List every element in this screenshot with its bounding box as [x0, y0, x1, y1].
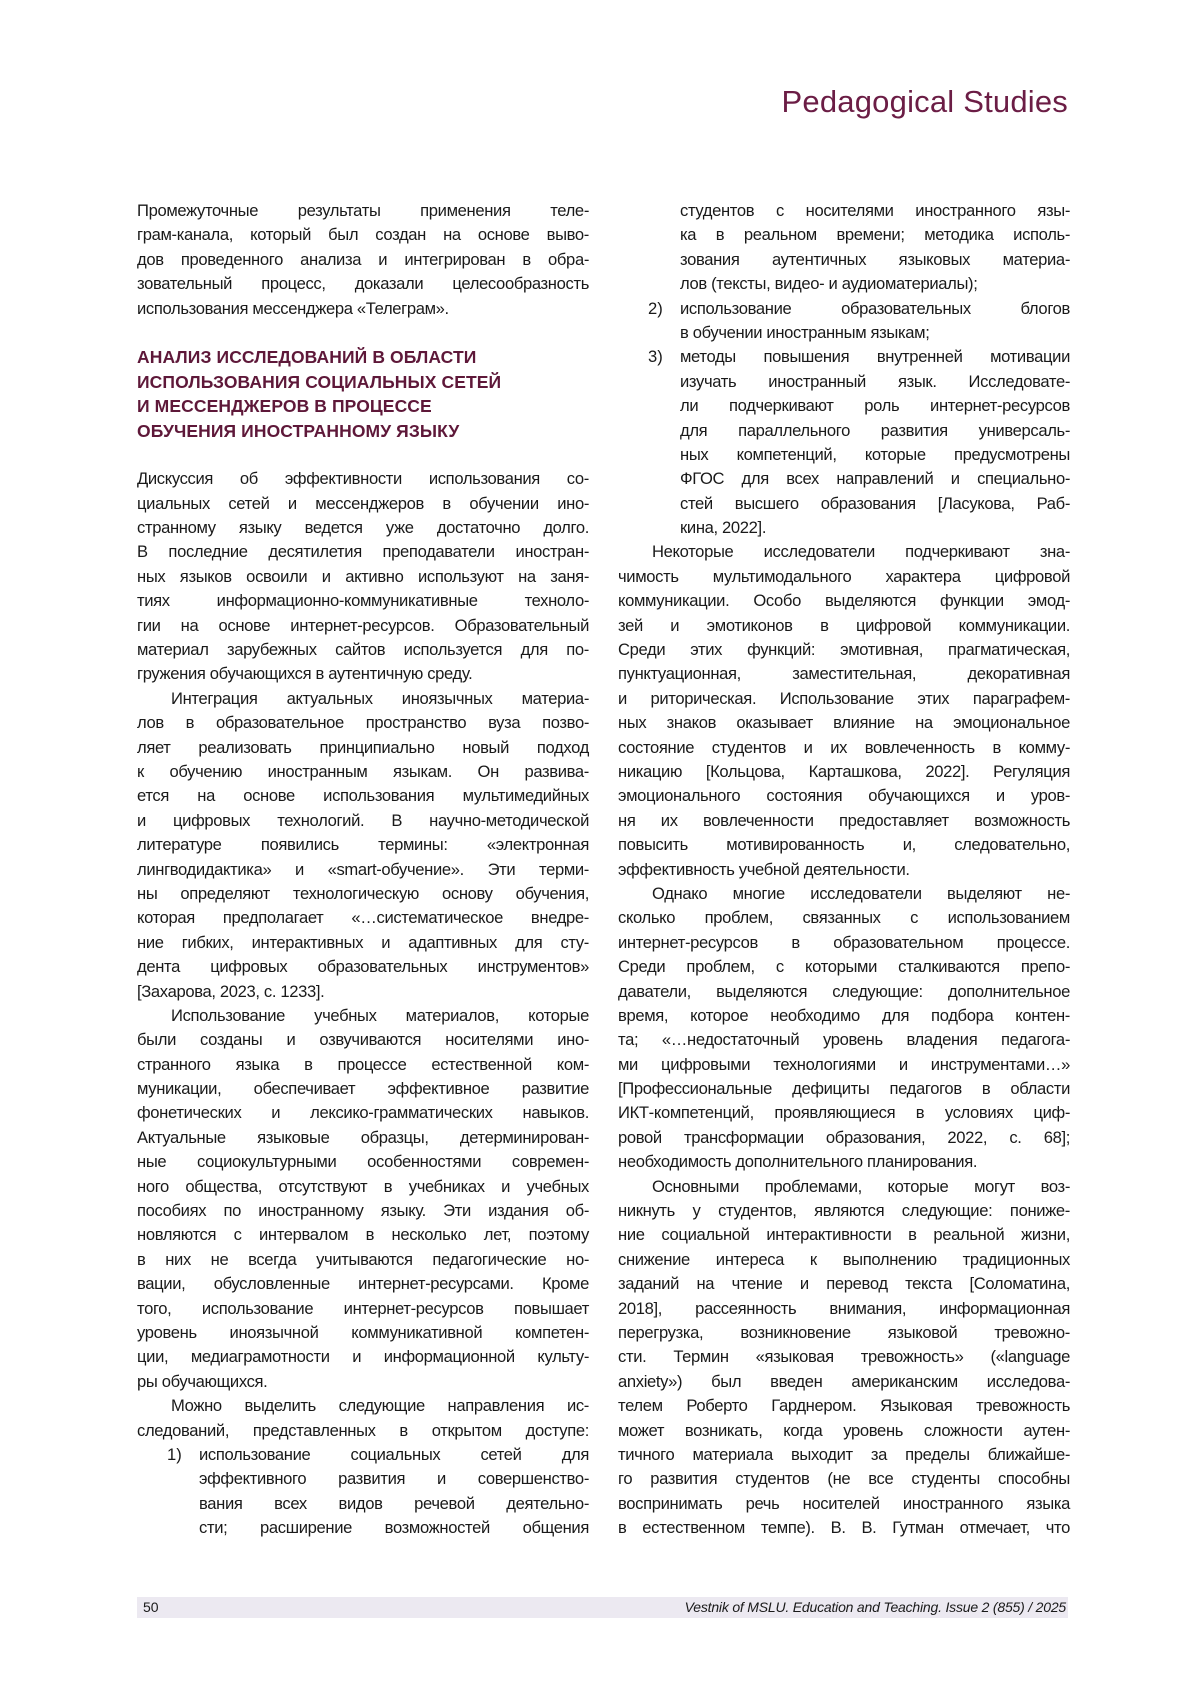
text-line: лов (тексты, видео- и аудиоматериалы);: [618, 272, 1070, 296]
paragraph: [618, 1175, 1070, 1541]
text-line: использование образовательных блогов: [618, 297, 1070, 321]
text-line: ции, медиаграмотности и информационной культу-: [137, 1345, 589, 1369]
text-line: новляются с интервалом в несколько лет, поэтому: [137, 1223, 589, 1247]
text-line: сти; расширение возможностей общения: [137, 1516, 589, 1540]
text-line: пособиях по иностранному языку. Эти издания об-: [137, 1199, 589, 1223]
section-heading: [137, 345, 589, 443]
page-footer: [137, 1597, 1068, 1618]
text-line: ня их вовлеченности предоставляет возможность: [618, 809, 1070, 833]
text-line: ны определяют технологическую основу обучения,: [137, 882, 589, 906]
text-line: го развития студентов (не все студенты способны: [618, 1467, 1070, 1491]
text-line: которая предполагает «…систематическое внедре-: [137, 906, 589, 930]
text-line: фонетических и лексико-грамматических навыков.: [137, 1101, 589, 1125]
text-line: ных знаков оказывает влияние на эмоциональное: [618, 711, 1070, 735]
text-line: ры обучающихся.: [137, 1370, 589, 1394]
text-line: ляет реализовать принципиально новый подход: [137, 736, 589, 760]
text-line: ется на основе использования мультимедийных: [137, 784, 589, 808]
text-line: никнуть у студентов, являются следующие: пониже-: [618, 1199, 1070, 1223]
text-line: Среди этих функций: эмотивная, прагматическая,: [618, 638, 1070, 662]
text-line: телем Роберто Гарднером. Языковая тревожность: [618, 1394, 1070, 1418]
running-head-section-title: Pedagogical Studies: [782, 84, 1068, 120]
list-number: 2): [648, 297, 663, 321]
text-line: следований, представленных в открытом доступе:: [137, 1419, 589, 1443]
text-line: состояние студентов и их вовлеченность в комму-: [618, 736, 1070, 760]
text-line: циальных сетей и мессенджеров в обучении ино-: [137, 492, 589, 516]
list-number: 3): [648, 345, 663, 369]
text-line: тиях информационно-коммуникативные техноло-: [137, 589, 589, 613]
text-line: В последние десятилетия преподаватели иностран-: [137, 540, 589, 564]
text-line: сти. Термин «языковая тревожность» («language: [618, 1345, 1070, 1369]
text-line: и цифровых технологий. В научно-методической: [137, 809, 589, 833]
text-line: зования аутентичных языковых материа-: [618, 248, 1070, 272]
text-line: изучать иностранный язык. Исследовате-: [618, 370, 1070, 394]
text-line: эффективность учебной деятельности.: [618, 858, 1070, 882]
text-line: ные социокультурными особенностями современ-: [137, 1150, 589, 1174]
text-line: необходимость дополнительного планирования.: [618, 1150, 1070, 1174]
text-line: ных компетенций, которые предусмотрены: [618, 443, 1070, 467]
text-line: ФГОС для всех направлений и специально-: [618, 467, 1070, 491]
text-line: дов проведенного анализа и интегрирован в обра-: [137, 248, 589, 272]
text-line: ние гибких, интерактивных и адаптивных для сту-: [137, 931, 589, 955]
text-line: 2018], рассеянность внимания, информационная: [618, 1297, 1070, 1321]
text-line: странного языка в процессе естественной ком-: [137, 1053, 589, 1077]
paragraph: [137, 1004, 589, 1394]
text-line: лингводидактика» и «smart-обучение». Эти терми-: [137, 858, 589, 882]
text-line: anxiety») был введен американским исследова-: [618, 1370, 1070, 1394]
paragraph: [137, 199, 589, 321]
text-line: эффективного развития и совершенство-: [137, 1467, 589, 1491]
journal-citation: Vestnik of MSLU. Education and Teaching. Issue 2 (855) / 2025: [685, 1597, 1066, 1618]
text-line: гружения обучающихся в аутентичную среду.: [137, 662, 589, 686]
spacer: [137, 321, 589, 345]
text-line: пунктуационная, заместительная, декоративная: [618, 662, 1070, 686]
spacer: [137, 443, 589, 467]
text-line: лов в образовательное пространство вуза позво-: [137, 711, 589, 735]
list-item: [137, 1443, 589, 1541]
text-line: того, использование интернет-ресурсов повышает: [137, 1297, 589, 1321]
text-line: ного общества, отсутствуют в учебниках и учебных: [137, 1175, 589, 1199]
text-line: ка в реальном времени; методика исполь-: [618, 223, 1070, 247]
text-line: интернет-ресурсов в образовательном процессе.: [618, 931, 1070, 955]
heading-line: АНАЛИЗ ИССЛЕДОВАНИЙ В ОБЛАСТИ: [137, 345, 589, 369]
text-line: грам-канала, который был создан на основе выво-: [137, 223, 589, 247]
text-line: Основными проблемами, которые могут воз-: [618, 1175, 1070, 1199]
text-line: зовательный процесс, доказали целесообразность: [137, 272, 589, 296]
text-line: повысить мотивированность и, следовательно,: [618, 833, 1070, 857]
text-line: коммуникации. Особо выделяются функции эмод-: [618, 589, 1070, 613]
right-text-column: [618, 199, 1070, 1540]
text-line: снижение интереса к выполнению традиционных: [618, 1248, 1070, 1272]
text-line: Промежуточные результаты применения теле-: [137, 199, 589, 223]
paragraph: [618, 540, 1070, 881]
text-line: ИКТ-компетенций, проявляющиеся в условиях циф-: [618, 1101, 1070, 1125]
paragraph: [618, 882, 1070, 1175]
text-line: странному языку ведется уже достаточно долго.: [137, 516, 589, 540]
text-line: может возникать, когда уровень сложности аутен-: [618, 1419, 1070, 1443]
text-line: для параллельного развития универсаль-: [618, 419, 1070, 443]
text-line: и риторическая. Использование этих параграфем-: [618, 687, 1070, 711]
text-line: зей и эмотиконов в цифровой коммуникации.: [618, 614, 1070, 638]
text-line: в обучении иностранным языкам;: [618, 321, 1070, 345]
paragraph: [137, 687, 589, 1004]
text-line: кина, 2022].: [618, 516, 1070, 540]
text-line: использования мессенджера «Телеграм».: [137, 297, 589, 321]
text-line: ние социальной интерактивности в реальной жизни,: [618, 1223, 1070, 1247]
text-line: воспринимать речь носителей иностранного языка: [618, 1492, 1070, 1516]
text-line: Дискуссия об эффективности использования со-: [137, 467, 589, 491]
text-line: ми цифровыми технологиями и инструментами…»: [618, 1053, 1070, 1077]
text-line: никацию [Кольцова, Карташкова, 2022]. Регуляция: [618, 760, 1070, 784]
text-line: муникации, обеспечивает эффективное развитие: [137, 1077, 589, 1101]
text-line: вации, обусловленные интернет-ресурсами. Кроме: [137, 1272, 589, 1296]
list-number: 1): [167, 1443, 182, 1467]
text-line: сколько проблем, связанных с использованием: [618, 906, 1070, 930]
text-line: [Захарова, 2023, с. 1233].: [137, 980, 589, 1004]
page-number: 50: [143, 1597, 159, 1618]
paragraph: [137, 467, 589, 687]
text-line: литературе появились термины: «электронная: [137, 833, 589, 857]
text-line: Среди проблем, с которыми сталкиваются препо-: [618, 955, 1070, 979]
heading-line: И МЕССЕНДЖЕРОВ В ПРОЦЕССЕ: [137, 394, 589, 418]
text-line: методы повышения внутренней мотивации: [618, 345, 1070, 369]
paragraph: [137, 1394, 589, 1443]
text-line: в них не всегда учитываются педагогические но-: [137, 1248, 589, 1272]
text-line: чимость мультимодального характера цифровой: [618, 565, 1070, 589]
text-line: та; «…недостаточный уровень владения педагога-: [618, 1028, 1070, 1052]
text-line: Некоторые исследователи подчеркивают зна-: [618, 540, 1070, 564]
text-line: ли подчеркивают роль интернет-ресурсов: [618, 394, 1070, 418]
text-line: перегрузка, возникновение языковой тревожно-: [618, 1321, 1070, 1345]
text-line: гии на основе интернет-ресурсов. Образовательный: [137, 614, 589, 638]
text-line: в естественном темпе). В. В. Гутман отмечает, что: [618, 1516, 1070, 1540]
text-line: дента цифровых образовательных инструментов»: [137, 955, 589, 979]
text-line: даватели, выделяются следующие: дополнительное: [618, 980, 1070, 1004]
text-line: Актуальные языковые образцы, детерминирован-: [137, 1126, 589, 1150]
text-line: студентов с носителями иностранного язы-: [618, 199, 1070, 223]
list-item: [618, 199, 1070, 297]
left-text-column: [137, 199, 589, 1540]
text-line: стей высшего образования [Ласукова, Раб-: [618, 492, 1070, 516]
text-line: материал зарубежных сайтов используется для по-: [137, 638, 589, 662]
text-line: заданий на чтение и перевод текста [Соломатина,: [618, 1272, 1070, 1296]
text-line: Можно выделить следующие направления ис-: [137, 1394, 589, 1418]
text-line: к обучению иностранным языкам. Он развива-: [137, 760, 589, 784]
text-line: уровень иноязычной коммуникативной компетен-: [137, 1321, 589, 1345]
text-line: Использование учебных материалов, которые: [137, 1004, 589, 1028]
text-line: время, которое необходимо для подбора контен-: [618, 1004, 1070, 1028]
text-line: эмоционального состояния обучающихся и уров-: [618, 784, 1070, 808]
text-line: тичного материала выходит за пределы ближайше-: [618, 1443, 1070, 1467]
text-line: [Профессиональные дефициты педагогов в области: [618, 1077, 1070, 1101]
text-line: Однако многие исследователи выделяют не-: [618, 882, 1070, 906]
text-line: ровой трансформации образования, 2022, с. 68];: [618, 1126, 1070, 1150]
list-item: [618, 345, 1070, 540]
text-line: ных языков освоили и активно используют на заня-: [137, 565, 589, 589]
text-line: вания всех видов речевой деятельно-: [137, 1492, 589, 1516]
text-line: Интеграция актуальных иноязычных материа-: [137, 687, 589, 711]
text-line: были созданы и озвучиваются носителями ино-: [137, 1028, 589, 1052]
heading-line: ИСПОЛЬЗОВАНИЯ СОЦИАЛЬНЫХ СЕТЕЙ: [137, 370, 589, 394]
heading-line: ОБУЧЕНИЯ ИНОСТРАННОМУ ЯЗЫКУ: [137, 419, 589, 443]
text-line: использование социальных сетей для: [137, 1443, 589, 1467]
list-item: [618, 297, 1070, 346]
